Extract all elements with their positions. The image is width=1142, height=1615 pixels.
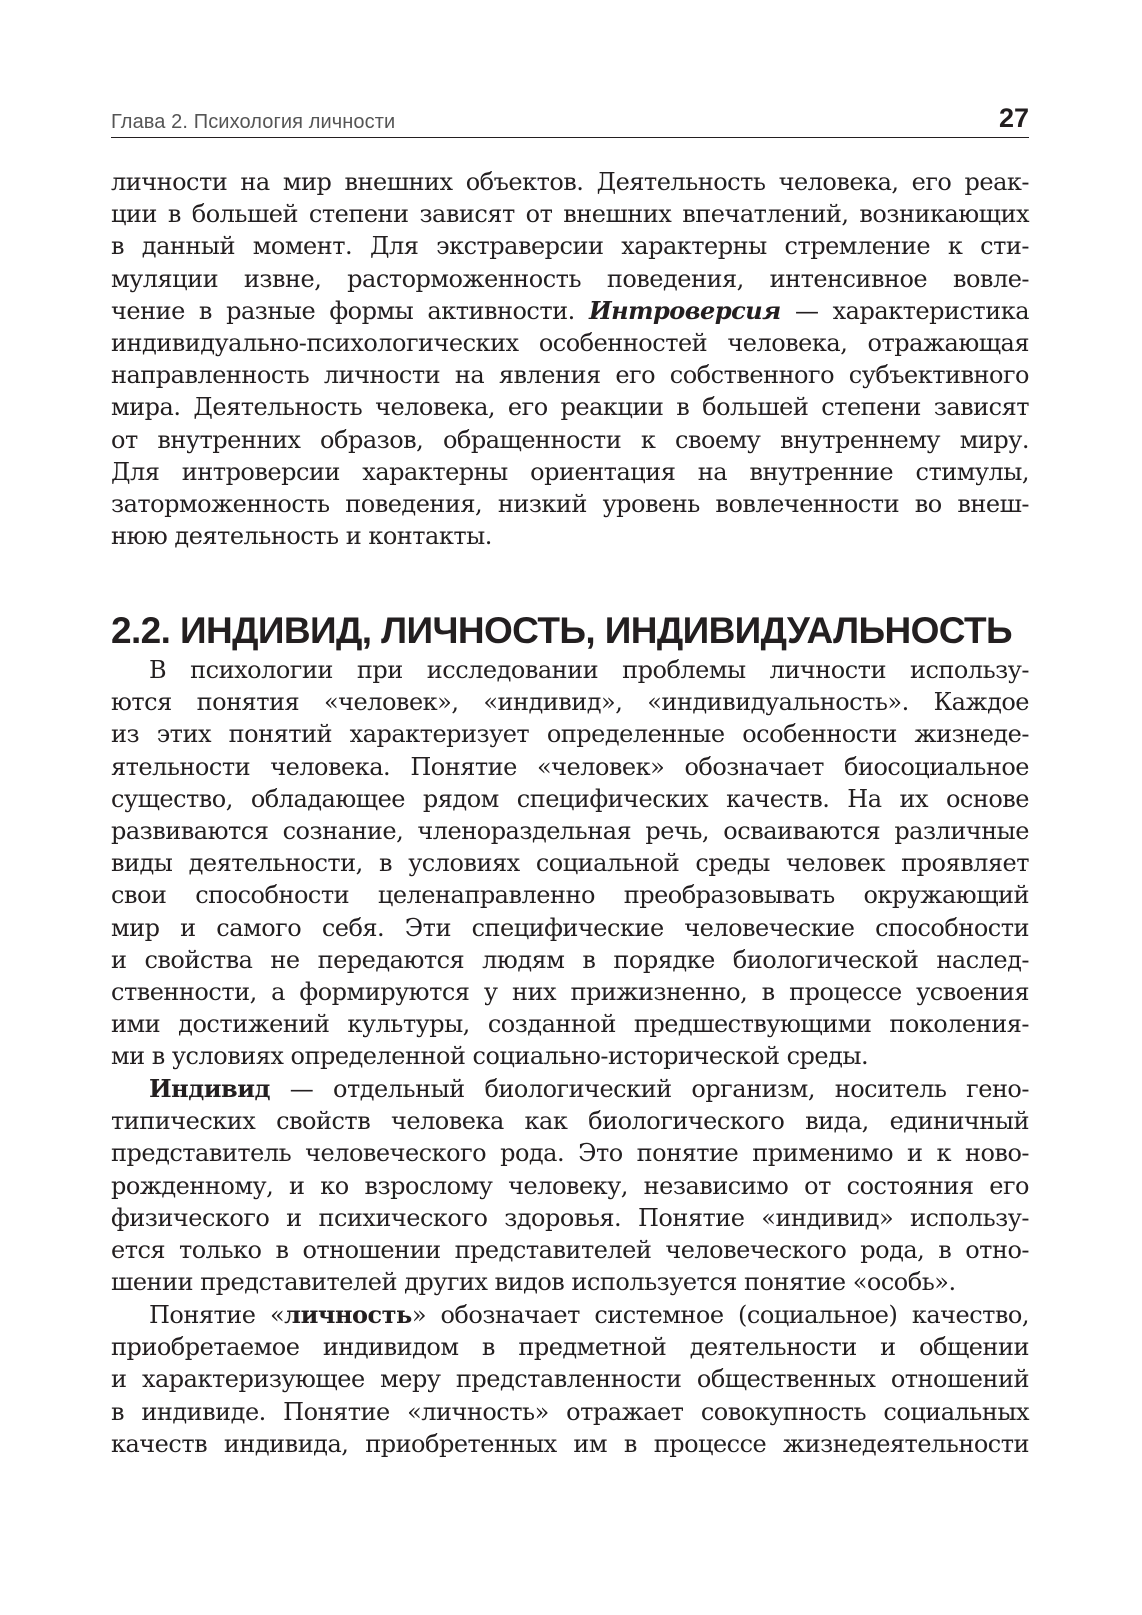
text-run: — отдельный биологический организм, носитель гено- [270, 1075, 1029, 1103]
text-line: в индивиде. Понятие «личность» отражает совокупность социальных [111, 1397, 1029, 1426]
text-line [111, 1299, 1029, 1331]
text-line: ции в большей степени зависят от внешних впечатлений, возникающих [111, 200, 1029, 229]
text-run: — характеристика [780, 296, 1029, 325]
paragraph-concepts [111, 654, 1029, 1072]
text-line: и характеризующее меру представленности общественных отношений [111, 1365, 1029, 1394]
text-line: качеств индивида, приобретенных им в процессе жизнедеятельности [111, 1429, 1029, 1458]
text-line: типических свойств человека как биологического вида, единичный [111, 1107, 1029, 1136]
text-line: развиваются сознание, членораздельная речь, осваиваются различные [111, 816, 1029, 845]
text-line: рожденному, и ко взрослому человеку, независимо от состояния его [111, 1171, 1029, 1200]
text-line: нюю деятельность и контакты. [111, 522, 492, 551]
text-line: индивидуально-психологических особенностей человека, отражающая [111, 328, 1029, 357]
text-line: свои способности целенаправленно преобразовывать окружающий [111, 881, 1029, 910]
text-line: мир и самого себя. Эти специфические человеческие способности [111, 913, 1029, 942]
paragraph-intro [111, 166, 1029, 552]
term-introversion: Интроверсия [588, 295, 781, 325]
text-line: физического и психического здоровья. Понятие «индивид» использу- [111, 1203, 1029, 1232]
text-line: существо, обладающее рядом специфических качеств. На их основе [111, 784, 1029, 813]
text-line: из этих понятий характеризует определенные особенности жизнеде- [111, 720, 1029, 749]
text-line: шении представителей других видов используется понятие «особь». [111, 1268, 956, 1297]
text-line: виды деятельности, в условиях социальной среды человек проявляет [111, 849, 1029, 878]
text-line: ятельности человека. Понятие «человек» обозначает биосоциальное [111, 752, 1029, 781]
text-line: ственности, а формируются у них прижизненно, в процессе усвоения [111, 977, 1029, 1006]
text-line: личности на мир внешних объектов. Деятельность человека, его реак- [111, 168, 1029, 196]
text-line: ми в условиях определенной социально-исторической среды. [111, 1042, 869, 1071]
text-line [111, 295, 1029, 327]
page-number: 27 [998, 103, 1029, 133]
section-heading: 2.2. ИНДИВИД, ЛИЧНОСТЬ, ИНДИВИДУАЛЬНОСТЬ [111, 610, 1012, 651]
paragraph-individ [111, 1073, 1029, 1298]
text-line [111, 654, 1029, 686]
text-line: и свойства не передаются людям в порядке биологической наслед- [111, 945, 1029, 974]
text-run: Понятие « [149, 1301, 285, 1329]
text-line: приобретаемое индивидом в предметной деятельности и общении [111, 1333, 1029, 1362]
text-line: представитель человеческого рода. Это понятие применимо и к ново- [111, 1139, 1029, 1168]
text-line: от внутренних образов, обращенности к своему внутреннему миру. [111, 425, 1029, 454]
text-run: чение в разные формы активности. [111, 296, 589, 325]
text-run: В психологии при исследовании проблемы личности использу- [149, 656, 1029, 684]
text-line: Для интроверсии характерны ориентация на внутренние стимулы, [111, 457, 1029, 486]
header-divider [111, 137, 1029, 138]
running-title: Глава 2. Психология личности [111, 111, 396, 133]
term-personality: личность [284, 1300, 412, 1329]
text-line [111, 1073, 1029, 1105]
paragraph-personality [111, 1299, 1029, 1460]
term-individ: Индивид [149, 1074, 271, 1103]
text-line: направленность личности на явления его собственного субъективного [111, 361, 1029, 390]
text-line: в данный момент. Для экстраверсии характерны стремление к сти- [111, 232, 1029, 261]
page-header [111, 101, 1029, 137]
text-line: мира. Деятельность человека, его реакции в большей степени зависят [111, 393, 1029, 422]
text-run: » обозначает системное (социальное) качество, [411, 1301, 1030, 1329]
text-line: ются понятия «человек», «индивид», «индивидуальность». Каждое [111, 688, 1029, 717]
text-line: муляции извне, расторможенность поведения, интенсивное вовле- [111, 264, 1029, 293]
text-line: заторможенность поведения, низкий уровень вовлеченности во внеш- [111, 489, 1029, 518]
text-line: ими достижений культуры, созданной предшествующими поколения- [111, 1010, 1029, 1039]
text-line: ется только в отношении представителей человеческого рода, в отно- [111, 1235, 1029, 1264]
